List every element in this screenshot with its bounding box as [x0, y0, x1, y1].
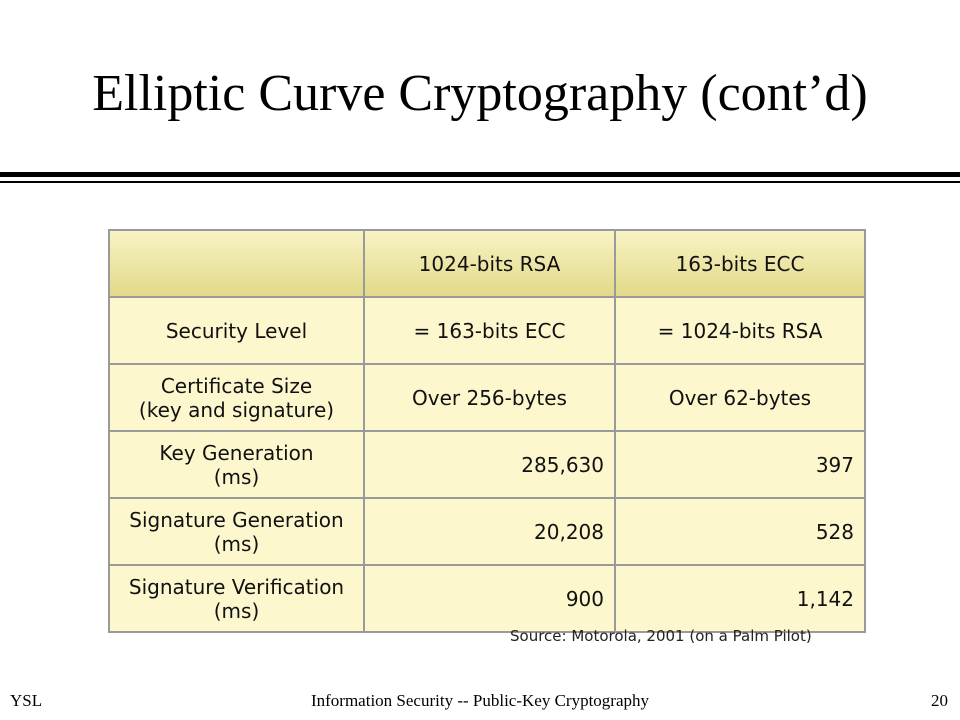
table-row-security-level [110, 296, 864, 363]
row-label-line: Signature Verification [128, 574, 345, 599]
comparison-table [108, 229, 866, 633]
row-label [110, 365, 363, 430]
title-divider-thick [0, 172, 960, 177]
row-label-subline: (ms) [213, 531, 260, 556]
header-rsa: 1024-bits RSA [363, 231, 614, 296]
rsa-value: Over 256-bytes [363, 365, 614, 430]
row-label-line: Key Generation [159, 440, 314, 465]
source-note: Source: Motorola, 2001 (on a Palm Pilot) [510, 627, 812, 645]
table-row-key-generation [110, 430, 864, 497]
slide-title: Elliptic Curve Cryptography (cont’d) [92, 65, 868, 122]
rsa-value: = 163-bits ECC [363, 298, 614, 363]
row-label-line: Certificate Size [160, 373, 313, 398]
ecc-value: = 1024-bits RSA [614, 298, 864, 363]
row-label [110, 432, 363, 497]
row-label-line: Security Level [165, 318, 308, 343]
row-label-line: Signature Generation [129, 507, 344, 532]
table-header-row [110, 231, 864, 296]
ecc-value: 528 [614, 499, 864, 564]
page-number: 20 [931, 691, 948, 710]
row-label-subline: (ms) [213, 598, 260, 623]
row-label-subline: (key and signature) [138, 397, 335, 422]
ecc-value: Over 62-bytes [614, 365, 864, 430]
table-row-certificate-size [110, 363, 864, 430]
row-label [110, 499, 363, 564]
row-label [110, 566, 363, 631]
header-corner-cell [110, 231, 363, 296]
footer-author: YSL [10, 691, 43, 710]
ecc-value: 397 [614, 432, 864, 497]
row-label-subline: (ms) [213, 464, 260, 489]
footer-course-title: Information Security -- Public-Key Cryptography [310, 691, 650, 710]
title-divider-thin [0, 181, 960, 183]
rsa-value: 900 [363, 566, 614, 631]
rsa-value: 20,208 [363, 499, 614, 564]
ecc-value: 1,142 [614, 566, 864, 631]
header-ecc: 163-bits ECC [614, 231, 864, 296]
table-row-signature-generation [110, 497, 864, 564]
rsa-value: 285,630 [363, 432, 614, 497]
row-label [110, 298, 363, 363]
table-row-signature-verification [110, 564, 864, 631]
